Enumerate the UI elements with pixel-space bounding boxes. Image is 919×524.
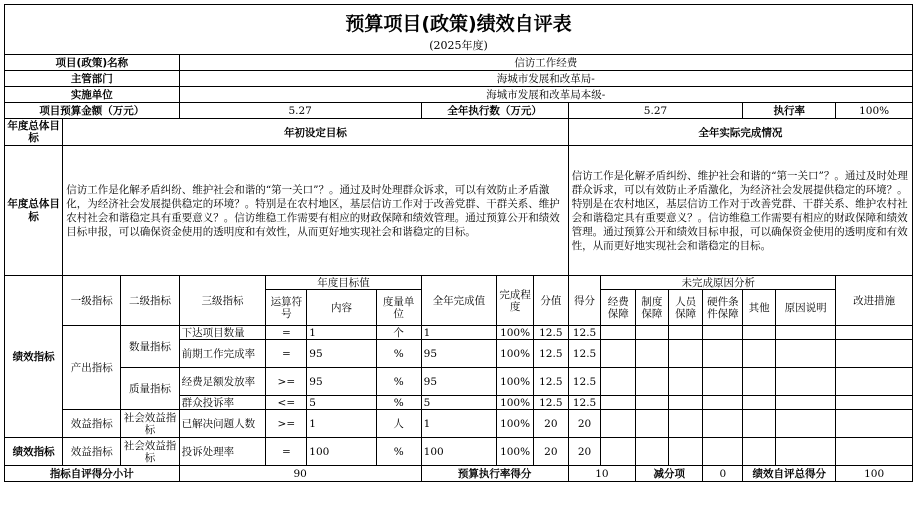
row-name: 已解决问题人数 [179,410,266,438]
row-op: = [266,438,307,466]
rate-value: 100% [836,103,913,119]
year-subtitle: (2025年度) [429,39,488,52]
budget-value: 5.27 [179,103,421,119]
row-content: 5 [307,396,376,410]
header-content: 内容 [307,290,376,326]
header-annual-target: 年度目标值 [266,276,421,290]
row-unit: 人 [376,410,421,438]
row-content: 95 [307,340,376,368]
project-name-value: 信访工作经费 [179,55,912,71]
table-row [5,326,913,340]
rate-label: 执行率 [743,103,836,119]
benefit-indicator-label-2: 效益指标 [63,438,121,466]
header-level1: 一级指标 [63,276,121,326]
benefit-indicator-label: 效益指标 [63,410,121,438]
row-done: 100 [421,438,497,466]
row-done: 95 [421,368,497,396]
row-name: 投诉处理率 [179,438,266,466]
output-indicator-label: 产出指标 [63,326,121,410]
header-level3: 三级指标 [179,276,266,326]
row-score: 12.5 [533,326,568,340]
row-name: 前期工作完成率 [179,340,266,368]
deduct-value: 0 [703,466,743,482]
row-content: 1 [307,410,376,438]
initial-goal-text: 信访工作是化解矛盾纠纷、维护社会和谐的“第一关口”？。通过及时处理群众诉求，可以有效防止矛盾激化，为经济社会发展提供稳定的环境？。特别是在农村地区，基层信访工作对于改善党群、干群关系、维护农村社会和谐稳定具有重要意义？。信访维稳工作需要有相应的财政保障和绩效管理。通过预算公开和绩效目标申报，可以确保资金使用的透明度和有效性，从而更好地实现社会和谐稳定的目标。 [63,146,568,276]
row-degree: 100% [497,368,534,396]
row-degree: 100% [497,396,534,410]
row-op: >= [266,410,307,438]
row-score: 12.5 [533,340,568,368]
row-op: <= [266,396,307,410]
actual-result-header: 全年实际完成情况 [568,119,912,146]
goal-label-side: 年度总体目标 [5,146,63,276]
exec-label: 全年执行数（万元） [421,103,568,119]
header-got: 得分 [568,276,601,326]
table-row [5,438,913,466]
row-name: 群众投诉率 [179,396,266,410]
row-op: = [266,326,307,340]
row-op: = [266,340,307,368]
social-benefit-label: 社会效益指标 [121,410,179,438]
row-done: 1 [421,326,497,340]
header-fund: 经费保障 [601,290,636,326]
table-row [5,368,913,396]
subtotal-value: 90 [179,466,421,482]
quantity-indicator-label: 数量指标 [121,326,179,368]
header-score: 分值 [533,276,568,326]
row-done: 5 [421,396,497,410]
header-hardware: 硬件条件保障 [703,290,743,326]
header-level2: 二级指标 [121,276,179,326]
row-got: 20 [568,438,601,466]
row-name: 下达项目数量 [179,326,266,340]
social-benefit-label-2: 社会效益指标 [121,438,179,466]
row-degree: 100% [497,438,534,466]
deduct-label: 减分项 [636,466,703,482]
row-score: 20 [533,410,568,438]
row-name: 经费足额发放率 [179,368,266,396]
row-score: 12.5 [533,368,568,396]
row-degree: 100% [497,410,534,438]
row-got: 20 [568,410,601,438]
perf-indicator-label: 绩效指标 [5,276,63,438]
header-other: 其他 [743,290,776,326]
header-staff: 人员保障 [668,290,703,326]
total-label: 绩效自评总得分 [743,466,836,482]
row-unit: % [376,438,421,466]
header-op: 运算符号 [266,290,307,326]
row-done: 95 [421,340,497,368]
goal-label-top: 年度总体目标 [5,119,63,146]
dept-value: 海城市发展和改革局- [179,71,912,87]
initial-goal-header: 年初设定目标 [63,119,568,146]
project-name-label: 项目(政策)名称 [5,55,180,71]
row-content: 95 [307,368,376,396]
total-value: 100 [836,466,913,482]
row-unit: % [376,368,421,396]
unit-label: 实施单位 [5,87,180,103]
row-score: 12.5 [533,396,568,410]
row-done: 1 [421,410,497,438]
exec-score-label: 预算执行率得分 [421,466,568,482]
budget-label: 项目预算金额（万元） [5,103,180,119]
title-block [4,4,913,54]
header-improve: 改进措施 [836,276,913,326]
actual-result-text: 信访工作是化解矛盾纠纷、维护社会和谐的“第一关口”？。通过及时处理群众诉求，可以有效防止矛盾激化，为经济社会发展提供稳定的环境？。特别是在农村地区，基层信访工作对于改善党群、干群关系、维护农村社会和谐稳定具有重要意义？。信访维稳工作需要有相应的财政保障和绩效管理。通过预算公开和绩效目标申报，可以确保资金使用的透明度和有效性，从而更好地实现社会和谐稳定的目标。 [568,146,912,276]
dept-label: 主管部门 [5,71,180,87]
row-degree: 100% [497,326,534,340]
row-got: 12.5 [568,368,601,396]
row-unit: % [376,340,421,368]
unit-value: 海城市发展和改革局本级- [179,87,912,103]
row-unit: 个 [376,326,421,340]
table-row [5,410,913,438]
header-unit: 度量单位 [376,290,421,326]
subtotal-label: 指标自评得分小计 [5,466,180,482]
header-system: 制度保障 [636,290,669,326]
row-content: 1 [307,326,376,340]
row-score: 20 [533,438,568,466]
exec-value: 5.27 [568,103,743,119]
perf-indicator-label-2: 绩效指标 [5,438,63,466]
header-explain: 原因说明 [775,290,835,326]
evaluation-table [4,54,913,482]
exec-score-value: 10 [568,466,635,482]
row-unit: % [376,396,421,410]
row-got: 12.5 [568,326,601,340]
row-got: 12.5 [568,340,601,368]
header-reason-analysis: 未完成原因分析 [601,276,836,290]
row-degree: 100% [497,340,534,368]
row-op: >= [266,368,307,396]
quality-indicator-label: 质量指标 [121,368,179,410]
header-degree: 完成程度 [497,276,534,326]
row-got: 12.5 [568,396,601,410]
row-content: 100 [307,438,376,466]
page-title: 预算项目(政策)绩效自评表 [345,13,572,35]
header-annual-done: 全年完成值 [421,276,497,326]
